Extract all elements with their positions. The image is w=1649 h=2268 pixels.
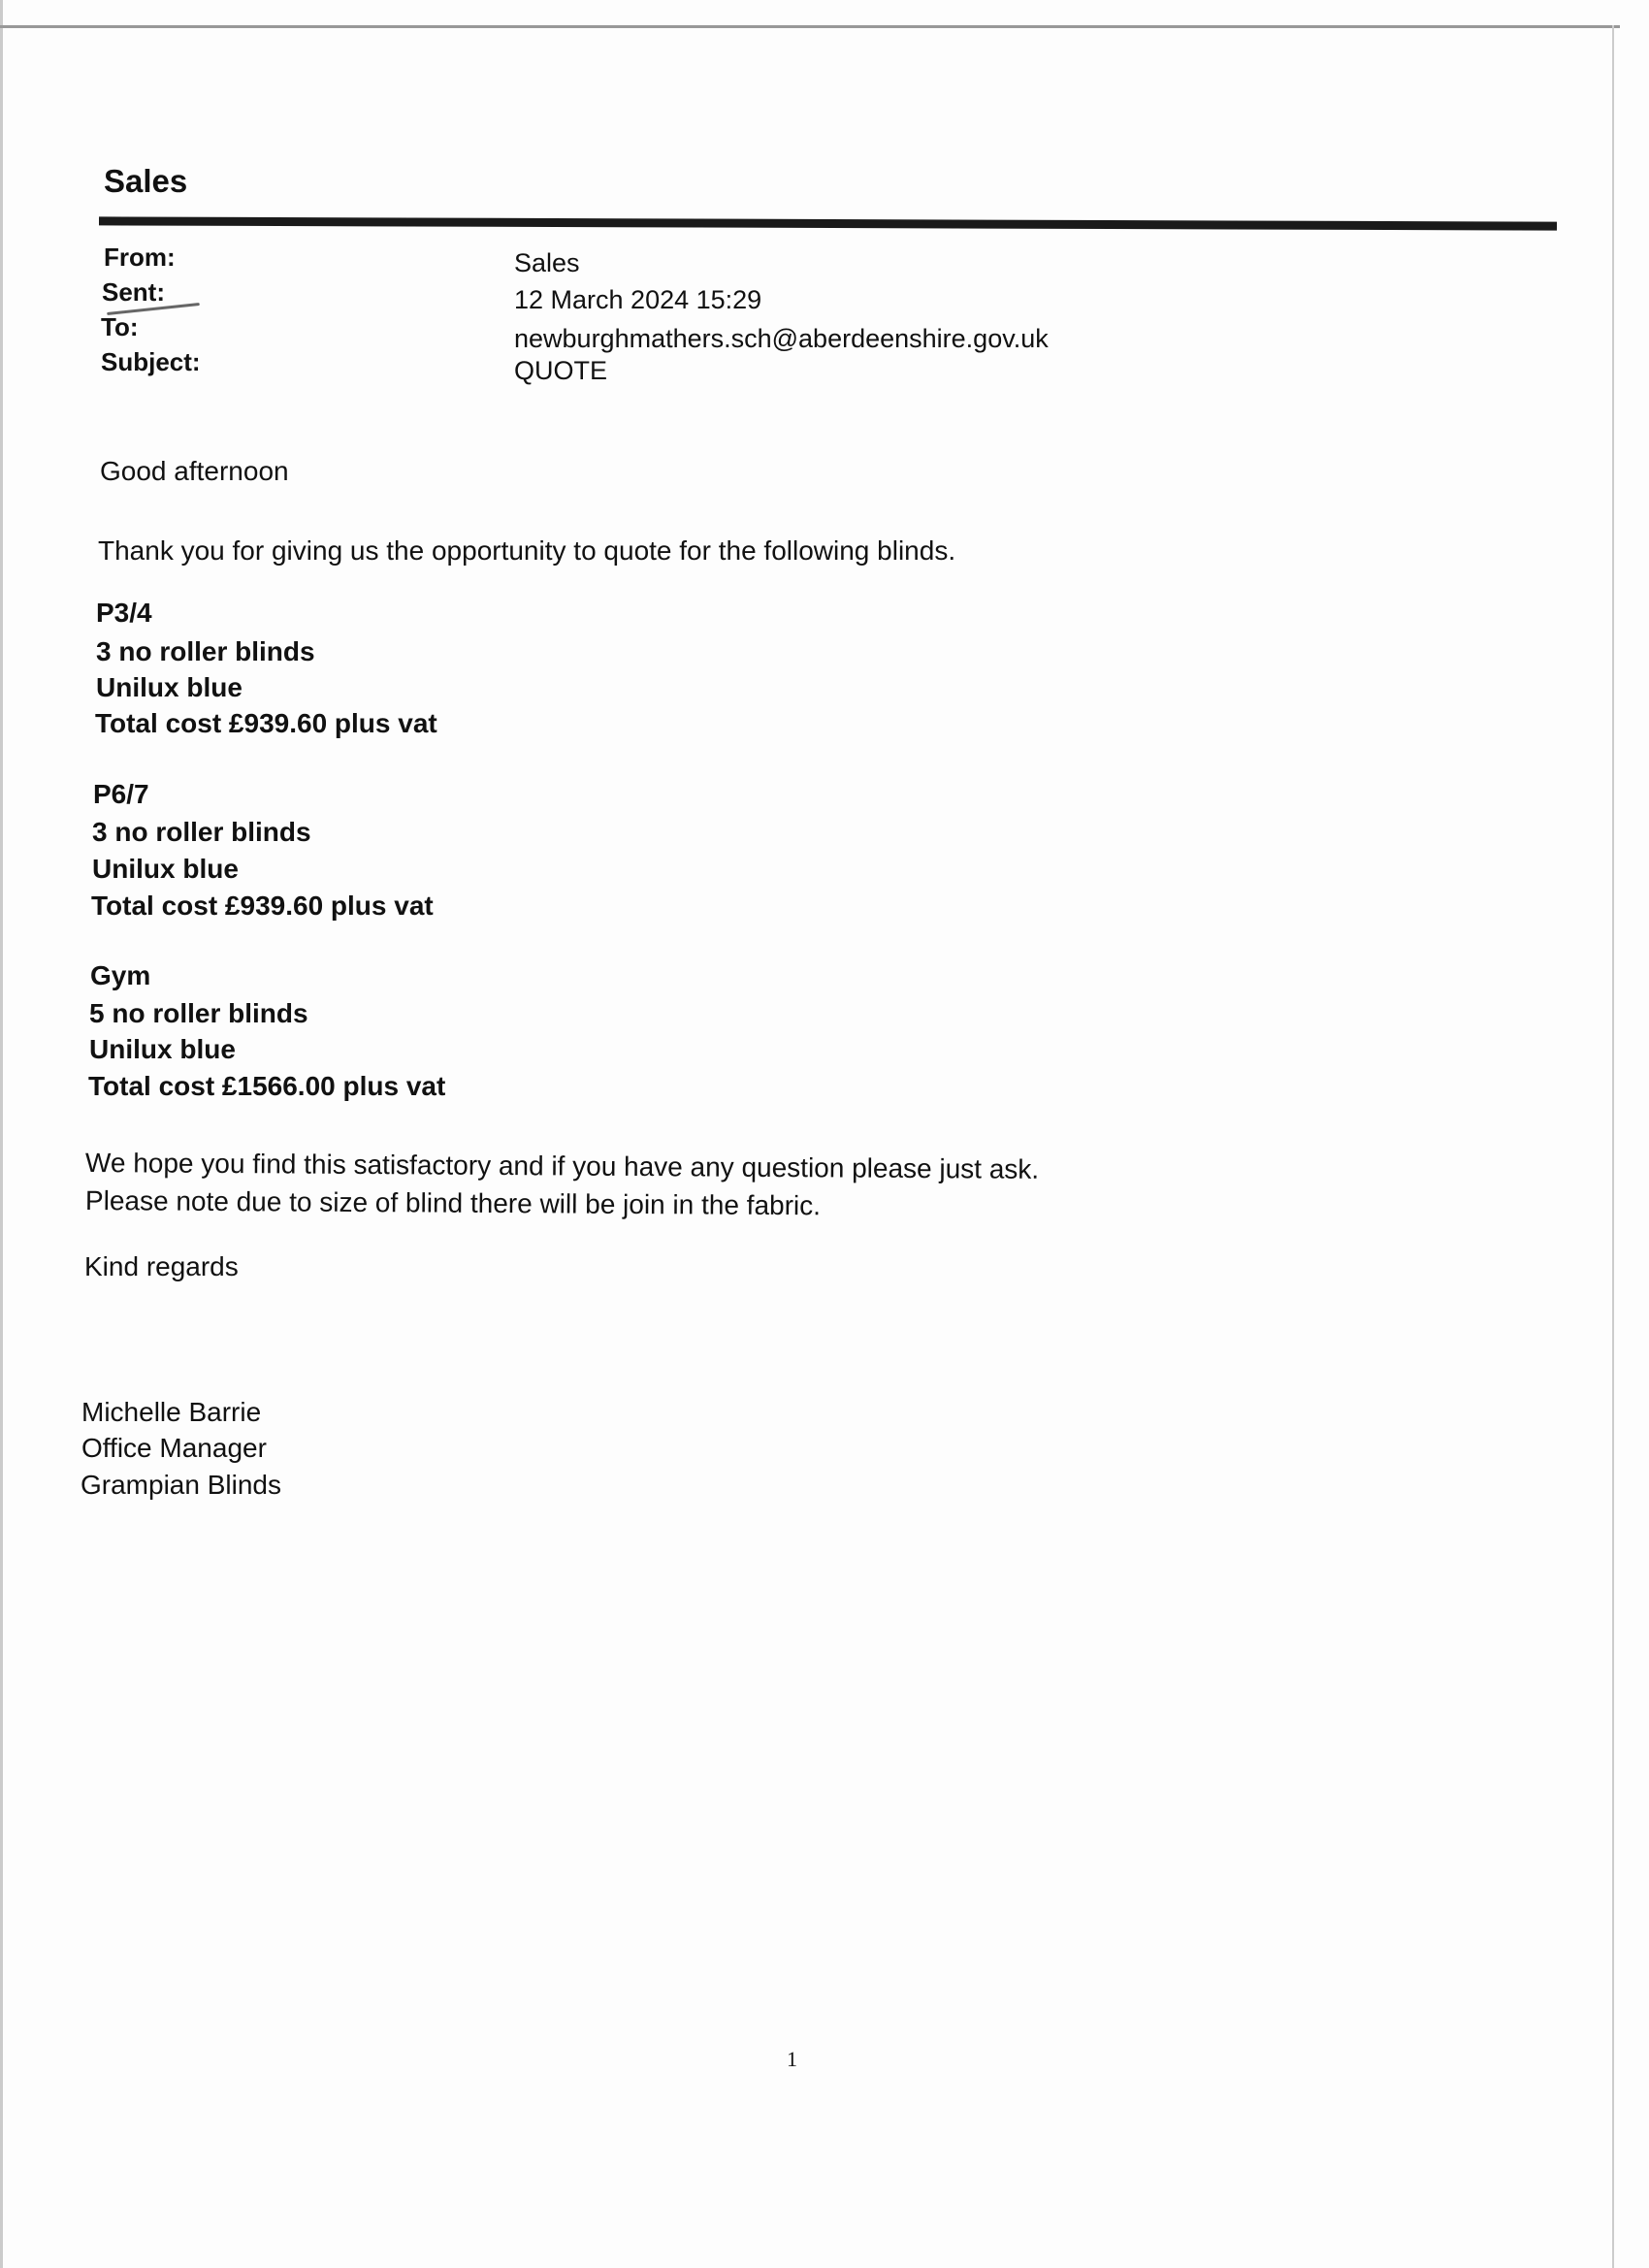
sent-value: 12 March 2024 15:29 xyxy=(514,285,762,314)
intro-text: Thank you for giving us the opportunity to quote for the following blinds. xyxy=(98,535,956,566)
quote-fabric: Unilux blue xyxy=(92,854,239,884)
quote-quantity: 5 no roller blinds xyxy=(89,998,308,1028)
scan-edge-right xyxy=(1612,25,1614,2268)
scan-edge-left xyxy=(0,0,3,2268)
quote-quantity: 3 no roller blinds xyxy=(92,817,311,847)
quote-quantity: 3 no roller blinds xyxy=(96,636,315,666)
page-number: 1 xyxy=(787,2047,797,2071)
sign-off: Kind regards xyxy=(84,1251,239,1281)
quote-room: P3/4 xyxy=(96,598,152,628)
signature-company: Grampian Blinds xyxy=(81,1470,281,1500)
quote-total: Total cost £1566.00 plus vat xyxy=(88,1071,446,1101)
from-value: Sales xyxy=(514,248,580,277)
quote-fabric: Unilux blue xyxy=(96,672,242,702)
quote-total: Total cost £939.60 plus vat xyxy=(95,708,437,738)
sent-label: Sent: xyxy=(102,277,165,307)
quote-total: Total cost £939.60 plus vat xyxy=(91,891,434,921)
page-title: Sales xyxy=(104,163,188,199)
to-label: To: xyxy=(101,312,139,341)
scan-edge-top xyxy=(0,25,1620,28)
closing-line-1: We hope you find this satisfactory and if you have any question please just ask. xyxy=(84,1148,1040,1184)
quote-room: Gym xyxy=(90,960,151,990)
greeting: Good afternoon xyxy=(100,456,289,486)
to-value: newburghmathers.sch@aberdeenshire.gov.uk xyxy=(514,324,1049,353)
header-divider xyxy=(99,216,1557,230)
closing-line-2: Please note due to size of blind there will be join in the fabric. xyxy=(84,1185,822,1221)
signature-name: Michelle Barrie xyxy=(81,1397,262,1427)
subject-label: Subject: xyxy=(101,347,201,376)
from-label: From: xyxy=(104,243,176,272)
quote-room: P6/7 xyxy=(93,779,149,809)
signature-role: Office Manager xyxy=(81,1433,267,1463)
subject-value: QUOTE xyxy=(514,356,608,385)
quote-fabric: Unilux blue xyxy=(89,1034,236,1064)
